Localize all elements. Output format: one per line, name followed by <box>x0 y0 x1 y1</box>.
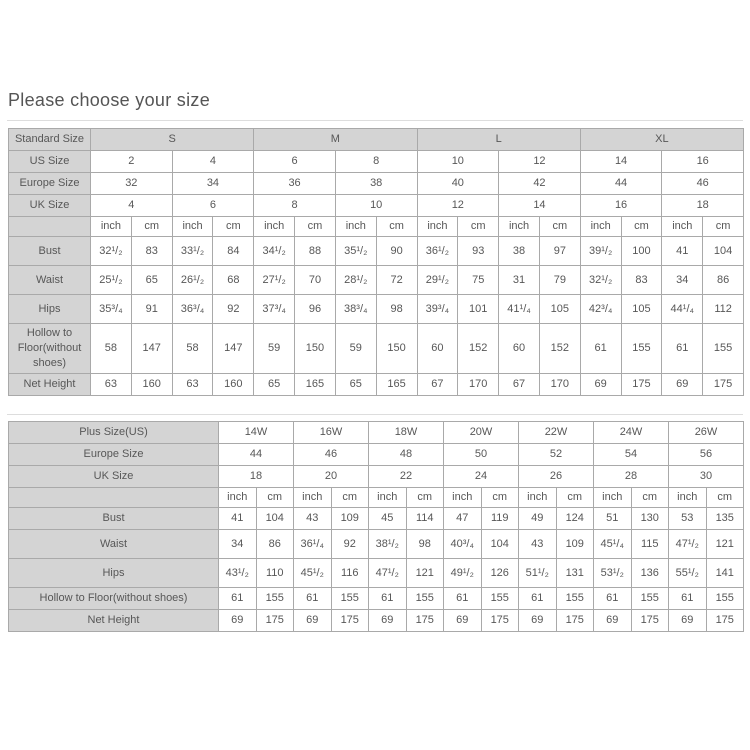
value-cell: 165 <box>295 374 336 396</box>
value-cell: 175 <box>331 610 369 632</box>
value-cell: inch <box>294 488 332 508</box>
value-cell: 22 <box>369 466 444 488</box>
value-cell: 51 <box>594 508 632 530</box>
value-cell: 93 <box>458 237 499 266</box>
value-cell: 121 <box>406 559 444 588</box>
value-cell: 24W <box>594 422 669 444</box>
value-cell: 49 <box>519 508 557 530</box>
value-cell: 32¹/₂ <box>580 266 621 295</box>
value-cell: S <box>91 129 254 151</box>
net-height-row <box>9 610 744 632</box>
value-cell: 112 <box>703 295 744 324</box>
value-cell: 26W <box>669 422 744 444</box>
value-cell: 42 <box>499 173 581 195</box>
standard-size-row <box>9 129 744 151</box>
value-cell: cm <box>376 217 417 237</box>
value-cell: 88 <box>295 237 336 266</box>
row-label: UK Size <box>9 195 91 217</box>
value-cell: 24 <box>444 466 519 488</box>
row-label: US Size <box>9 151 91 173</box>
value-cell: inch <box>669 488 707 508</box>
value-cell: 20 <box>294 466 369 488</box>
value-cell: 68 <box>213 266 254 295</box>
value-cell: 46 <box>294 444 369 466</box>
value-cell: 2 <box>91 151 173 173</box>
value-cell: 155 <box>406 588 444 610</box>
value-cell: 160 <box>213 374 254 396</box>
value-cell: 136 <box>631 559 669 588</box>
value-cell: 32¹/₂ <box>91 237 132 266</box>
value-cell: 69 <box>369 610 407 632</box>
value-cell: XL <box>580 129 743 151</box>
value-cell: inch <box>594 488 632 508</box>
value-cell: 90 <box>376 237 417 266</box>
value-cell: 155 <box>556 588 594 610</box>
row-label <box>9 488 219 508</box>
value-cell: 155 <box>481 588 519 610</box>
value-cell: 109 <box>331 508 369 530</box>
value-cell: 105 <box>621 295 662 324</box>
value-cell: 42³/₄ <box>580 295 621 324</box>
uk-size-row <box>9 466 744 488</box>
unit-row <box>9 488 744 508</box>
value-cell: 72 <box>376 266 417 295</box>
row-label: Bust <box>9 508 219 530</box>
value-cell: 44¹/₄ <box>662 295 703 324</box>
waist-row <box>9 530 744 559</box>
value-cell: 26 <box>519 466 594 488</box>
value-cell: 47¹/₂ <box>369 559 407 588</box>
value-cell: cm <box>406 488 444 508</box>
value-cell: 175 <box>703 374 744 396</box>
value-cell: 69 <box>219 610 257 632</box>
value-cell: 16W <box>294 422 369 444</box>
value-cell: 38 <box>499 237 540 266</box>
value-cell: 160 <box>131 374 172 396</box>
value-cell: 61 <box>369 588 407 610</box>
net-height-row <box>9 374 744 396</box>
row-label: Hollow to Floor(without shoes) <box>9 588 219 610</box>
value-cell: 175 <box>621 374 662 396</box>
unit-row <box>9 217 744 237</box>
value-cell: 41¹/₄ <box>499 295 540 324</box>
value-cell: 75 <box>458 266 499 295</box>
value-cell: 45 <box>369 508 407 530</box>
value-cell: 47¹/₂ <box>669 530 707 559</box>
value-cell: 61 <box>444 588 482 610</box>
value-cell: 92 <box>213 295 254 324</box>
value-cell: 104 <box>481 530 519 559</box>
value-cell: 67 <box>417 374 458 396</box>
value-cell: cm <box>621 217 662 237</box>
value-cell: cm <box>703 217 744 237</box>
value-cell: 8 <box>335 151 417 173</box>
row-label: Bust <box>9 237 91 266</box>
value-cell: 98 <box>406 530 444 559</box>
value-cell: 40 <box>417 173 499 195</box>
value-cell: 33¹/₂ <box>172 237 213 266</box>
value-cell: cm <box>213 217 254 237</box>
value-cell: 65 <box>131 266 172 295</box>
value-cell: 45¹/₄ <box>594 530 632 559</box>
value-cell: 36 <box>254 173 336 195</box>
value-cell: 55¹/₂ <box>669 559 707 588</box>
value-cell: 67 <box>499 374 540 396</box>
row-label: UK Size <box>9 466 219 488</box>
value-cell: cm <box>131 217 172 237</box>
value-cell: 61 <box>519 588 557 610</box>
value-cell: 48 <box>369 444 444 466</box>
value-cell: 175 <box>706 610 744 632</box>
value-cell: 147 <box>131 324 172 374</box>
hollow-to-floor-row <box>9 324 744 374</box>
value-cell: 175 <box>256 610 294 632</box>
value-cell: inch <box>499 217 540 237</box>
value-cell: 43 <box>294 508 332 530</box>
value-cell: 70 <box>295 266 336 295</box>
value-cell: 170 <box>458 374 499 396</box>
value-cell: 79 <box>539 266 580 295</box>
value-cell: 12 <box>417 195 499 217</box>
value-cell: 38 <box>335 173 417 195</box>
value-cell: cm <box>631 488 669 508</box>
value-cell: 61 <box>219 588 257 610</box>
value-cell: cm <box>295 217 336 237</box>
hips-row <box>9 295 744 324</box>
value-cell: 18 <box>219 466 294 488</box>
value-cell: 10 <box>417 151 499 173</box>
value-cell: 86 <box>703 266 744 295</box>
value-cell: 22W <box>519 422 594 444</box>
value-cell: 63 <box>172 374 213 396</box>
value-cell: 130 <box>631 508 669 530</box>
value-cell: 165 <box>376 374 417 396</box>
value-cell: 61 <box>294 588 332 610</box>
value-cell: 100 <box>621 237 662 266</box>
row-label: Europe Size <box>9 173 91 195</box>
row-label: Standard Size <box>9 129 91 151</box>
value-cell: 69 <box>580 374 621 396</box>
row-label: Waist <box>9 266 91 295</box>
value-cell: 131 <box>556 559 594 588</box>
value-cell: 4 <box>91 195 173 217</box>
value-cell: 98 <box>376 295 417 324</box>
value-cell: M <box>254 129 417 151</box>
value-cell: inch <box>219 488 257 508</box>
row-label: Hips <box>9 295 91 324</box>
value-cell: 69 <box>594 610 632 632</box>
value-cell: 152 <box>539 324 580 374</box>
value-cell: cm <box>256 488 294 508</box>
value-cell: 25¹/₂ <box>91 266 132 295</box>
value-cell: 6 <box>172 195 254 217</box>
value-cell: 119 <box>481 508 519 530</box>
value-cell: 69 <box>444 610 482 632</box>
value-cell: 28¹/₂ <box>335 266 376 295</box>
value-cell: 34 <box>219 530 257 559</box>
value-cell: 96 <box>295 295 336 324</box>
value-cell: 34 <box>172 173 254 195</box>
uk-size-row <box>9 195 744 217</box>
row-label: Plus Size(US) <box>9 422 219 444</box>
value-cell: 39¹/₂ <box>580 237 621 266</box>
value-cell: 12 <box>499 151 581 173</box>
value-cell: 35¹/₂ <box>335 237 376 266</box>
value-cell: 39³/₄ <box>417 295 458 324</box>
value-cell: 114 <box>406 508 444 530</box>
value-cell: 20W <box>444 422 519 444</box>
value-cell: inch <box>580 217 621 237</box>
value-cell: 65 <box>335 374 376 396</box>
row-label: Europe Size <box>9 444 219 466</box>
value-cell: 59 <box>254 324 295 374</box>
value-cell: 84 <box>213 237 254 266</box>
row-label: Waist <box>9 530 219 559</box>
value-cell: 83 <box>131 237 172 266</box>
value-cell: inch <box>91 217 132 237</box>
row-label: Net Height <box>9 610 219 632</box>
value-cell: 116 <box>331 559 369 588</box>
hips-row <box>9 559 744 588</box>
value-cell: cm <box>706 488 744 508</box>
value-cell: 91 <box>131 295 172 324</box>
value-cell: 53¹/₂ <box>594 559 632 588</box>
value-cell: 44 <box>580 173 662 195</box>
value-cell: 18 <box>662 195 744 217</box>
waist-row <box>9 266 744 295</box>
value-cell: 38³/₄ <box>335 295 376 324</box>
value-cell: 175 <box>556 610 594 632</box>
value-cell: 126 <box>481 559 519 588</box>
value-cell: 115 <box>631 530 669 559</box>
value-cell: 56 <box>669 444 744 466</box>
value-cell: 45¹/₂ <box>294 559 332 588</box>
value-cell: 147 <box>213 324 254 374</box>
value-cell: 43¹/₂ <box>219 559 257 588</box>
value-cell: 34 <box>662 266 703 295</box>
value-cell: 104 <box>256 508 294 530</box>
value-cell: 69 <box>519 610 557 632</box>
plus-size-row <box>9 422 744 444</box>
value-cell: 124 <box>556 508 594 530</box>
value-cell: 83 <box>621 266 662 295</box>
value-cell: cm <box>331 488 369 508</box>
value-cell: 34¹/₂ <box>254 237 295 266</box>
value-cell: inch <box>172 217 213 237</box>
value-cell: 41 <box>662 237 703 266</box>
value-cell: 155 <box>631 588 669 610</box>
us-size-row <box>9 151 744 173</box>
value-cell: 69 <box>294 610 332 632</box>
value-cell: 121 <box>706 530 744 559</box>
value-cell: 49¹/₂ <box>444 559 482 588</box>
europe-size-row <box>9 173 744 195</box>
value-cell: inch <box>519 488 557 508</box>
value-cell: 40³/₄ <box>444 530 482 559</box>
value-cell: 14 <box>499 195 581 217</box>
value-cell: inch <box>335 217 376 237</box>
value-cell: cm <box>539 217 580 237</box>
value-cell: 50 <box>444 444 519 466</box>
value-cell: 10 <box>335 195 417 217</box>
value-cell: 69 <box>669 610 707 632</box>
value-cell: 37³/₄ <box>254 295 295 324</box>
value-cell: 155 <box>706 588 744 610</box>
value-cell: 63 <box>91 374 132 396</box>
value-cell: 26¹/₂ <box>172 266 213 295</box>
value-cell: 61 <box>662 324 703 374</box>
value-cell: 44 <box>219 444 294 466</box>
value-cell: 110 <box>256 559 294 588</box>
value-cell: 36¹/₂ <box>417 237 458 266</box>
value-cell: cm <box>556 488 594 508</box>
page-title: Please choose your size <box>8 90 211 110</box>
standard-size-table <box>8 128 744 396</box>
value-cell: inch <box>417 217 458 237</box>
value-cell: 97 <box>539 237 580 266</box>
bust-row <box>9 508 744 530</box>
value-cell: 105 <box>539 295 580 324</box>
value-cell: 58 <box>172 324 213 374</box>
value-cell: 150 <box>376 324 417 374</box>
europe-size-row <box>9 444 744 466</box>
value-cell: 30 <box>669 466 744 488</box>
value-cell: 59 <box>335 324 376 374</box>
value-cell: 35³/₄ <box>91 295 132 324</box>
value-cell: 61 <box>594 588 632 610</box>
value-cell: 155 <box>256 588 294 610</box>
value-cell: 61 <box>669 588 707 610</box>
value-cell: 155 <box>621 324 662 374</box>
divider-line <box>7 414 743 415</box>
value-cell: 16 <box>662 151 744 173</box>
value-cell: 36³/₄ <box>172 295 213 324</box>
value-cell: 43 <box>519 530 557 559</box>
value-cell: inch <box>254 217 295 237</box>
divider-line <box>7 120 743 121</box>
value-cell: 60 <box>417 324 458 374</box>
value-cell: 58 <box>91 324 132 374</box>
value-cell: 51¹/₂ <box>519 559 557 588</box>
value-cell: 8 <box>254 195 336 217</box>
bust-row <box>9 237 744 266</box>
value-cell: 141 <box>706 559 744 588</box>
value-cell: 109 <box>556 530 594 559</box>
value-cell: 54 <box>594 444 669 466</box>
value-cell: 6 <box>254 151 336 173</box>
hollow-to-floor-row <box>9 588 744 610</box>
value-cell: 101 <box>458 295 499 324</box>
plus-size-table <box>8 421 744 632</box>
value-cell: 65 <box>254 374 295 396</box>
value-cell: 38¹/₂ <box>369 530 407 559</box>
value-cell: 18W <box>369 422 444 444</box>
value-cell: 170 <box>539 374 580 396</box>
value-cell: 4 <box>172 151 254 173</box>
value-cell: inch <box>662 217 703 237</box>
row-label: Net Height <box>9 374 91 396</box>
value-cell: 152 <box>458 324 499 374</box>
value-cell: 53 <box>669 508 707 530</box>
value-cell: 14W <box>219 422 294 444</box>
value-cell: 32 <box>91 173 173 195</box>
value-cell: 14 <box>580 151 662 173</box>
value-cell: 29¹/₂ <box>417 266 458 295</box>
row-label: Hollow to Floor(without shoes) <box>9 324 91 374</box>
value-cell: 47 <box>444 508 482 530</box>
value-cell: 28 <box>594 466 669 488</box>
value-cell: 104 <box>703 237 744 266</box>
value-cell: 36¹/₄ <box>294 530 332 559</box>
value-cell: 175 <box>481 610 519 632</box>
value-cell: 27¹/₂ <box>254 266 295 295</box>
value-cell: 150 <box>295 324 336 374</box>
value-cell: 155 <box>331 588 369 610</box>
value-cell: 41 <box>219 508 257 530</box>
value-cell: 60 <box>499 324 540 374</box>
row-label: Hips <box>9 559 219 588</box>
value-cell: 46 <box>662 173 744 195</box>
value-cell: 69 <box>662 374 703 396</box>
value-cell: 52 <box>519 444 594 466</box>
value-cell: L <box>417 129 580 151</box>
value-cell: 31 <box>499 266 540 295</box>
value-cell: 16 <box>580 195 662 217</box>
value-cell: inch <box>369 488 407 508</box>
value-cell: 92 <box>331 530 369 559</box>
value-cell: 155 <box>703 324 744 374</box>
value-cell: inch <box>444 488 482 508</box>
value-cell: 86 <box>256 530 294 559</box>
value-cell: cm <box>481 488 519 508</box>
value-cell: 61 <box>580 324 621 374</box>
value-cell: 175 <box>631 610 669 632</box>
value-cell: 135 <box>706 508 744 530</box>
value-cell: 175 <box>406 610 444 632</box>
value-cell: cm <box>458 217 499 237</box>
row-label <box>9 217 91 237</box>
